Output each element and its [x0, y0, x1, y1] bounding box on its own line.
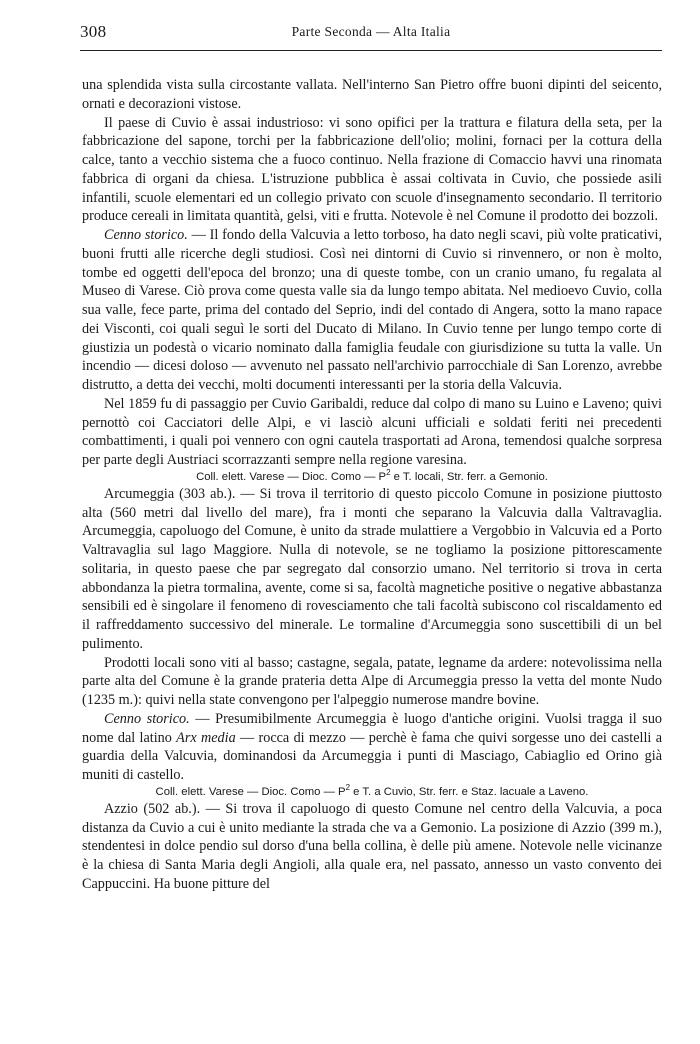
cuvio-industry-paragraph: Il paese di Cuvio è assai industrioso: vi sono opifici per la trattura e filatura della seta, per la fabbricazione del sapone, torchi per la fabbricazione dell'olio; molini, fornaci per la cottura della calce, tanto a vecchio sistema che a fuoco continuo. Nella frazione di Comaccio havvi una rinomata fabbrica di organi da chiesa. L'istruzione pubblica è assai coltivata in Cuvio, che possiede asili infantili, scuole elementari ed un collegio privato con scuole d'insegnamento secondario. Il territorio produce cereali in limitata quantità, gelsi, viti e frutta. Notevole è nel Comune il prodotto dei bozzoli.	[82, 114, 662, 225]
cuvio-1859-paragraph: Nel 1859 fu di passaggio per Cuvio Garibaldi, reduce dal colpo di mano su Luino e Laveno; quivi pernottò coi Cacciatori delle Alpi, e vi lasciò alcuni ufficiali e soldati feriti nei precedenti combattimenti, i quali poi vennero con ogni cautela trasportati ad Arona, temendosi qualche sorpresa per parte degli Austriaci scorrazzanti sempre nella regione varesina.	[82, 395, 662, 468]
cenno-storico-label: Cenno storico.	[104, 710, 190, 727]
body-text	[82, 76, 662, 894]
arcumeggia-history-text: — Presumibilmente Arcumeggia è luogo d'antiche origini. Vuolsi tragga il suo nome dal latino	[82, 710, 663, 746]
page-header	[80, 22, 662, 44]
admin-info-text: e T. a Cuvio, Str. ferr. e Staz. lacuale a Laveno.	[350, 785, 589, 798]
admin-info-text: e T. locali, Str. ferr. a Gemonio.	[390, 470, 548, 483]
cuvio-history-paragraph	[82, 226, 662, 395]
admin-info-text: Coll. elett. Varese — Dioc. Como — P	[196, 470, 387, 483]
latin-term: Arx media	[176, 729, 236, 746]
page-number: 308	[80, 22, 107, 41]
arcumeggia-intro-paragraph: Arcumeggia (303 ab.). — Si trova il territorio di questo piccolo Comune in posizione piuttosto alta (560 metri dal livello del mare), fra i monti che separano la Valcuvia dalla Valtravaglia. Arcumeggia, capoluogo del Comune, è unito da strade mulattiere a Vergobbio in Valcuvia ed a Porto Valtravaglia sul lago Maggiore. Nulla di notevole, se ne togliamo la posizione pittorescamente solitaria, in questo paese che par segregato dal consorzio umano. Nel territorio si trova in certa abbondanza la pietra tormalina, avente, come si sa, facoltà magnetiche positive o negative abbastanza sensibili ed è singolare il fenomeno di rovesciamento che tali facoltà subiscono col riscaldamento ed il raffreddamento successivo del minerale. Le tormaline d'Arcumeggia sono suscettibili di un bel pulimento.	[82, 485, 662, 652]
cuvio-history-text: — Il fondo della Valcuvia a letto torboso, ha dato negli scavi, più volte praticativi, buoni frutti alle ricerche degli studiosi. Così nei dintorni di Cuvio si rinvennero, or non è molto, tombe ed oggetti dell'epoca del bronzo; una di queste tombe, con un cranio umano, fu regalata al Museo di Varese. Ciò prova come questa valle sia da lungo tempo abitata. Nel medioevo Cuvio, colla sua valle, fece parte, prima del contado del Seprio, indi del contado di Angera, sotto la mano rapace dei Visconti, coi quali seguì le sorti del Ducato di Milano. In Cuvio tenne per lungo tempo corte di giustizia un podestà o vicario nominato dalla famiglia feudale con giurisdizione su tutta la valle. Un incendio — dicesi doloso — avvenuto nel passato nell'archivio parrocchiale di San Lorenzo, avrebbe distrutto, a detta dei vecchi, molti documenti interessanti per la storia della Valcuvia.	[82, 227, 663, 393]
arcumeggia-history-text: — rocca di mezzo — perchè è fama che quivi sorgesse uno dei castelli a guardia della Valcuvia, dominandosi da Arcumeggia i punti di Masciago, Cabiaglio ed Orino già muniti di castello.	[82, 729, 662, 783]
cenno-storico-label: Cenno storico.	[104, 227, 188, 243]
running-title: Parte Seconda — Alta Italia	[291, 24, 451, 39]
arcumeggia-products-paragraph: Prodotti locali sono viti al basso; castagne, segala, patate, legname da ardere: notevolissima nella parte alta del Comune è la grande prateria detta Alpe di Arcumeggia presso la vetta del monte Nudo (1235 m.): quivi nella state convengono per l'alpeggio numerose mandre bovine.	[82, 654, 662, 708]
arcumeggia-admin-info	[82, 782, 662, 800]
arcumeggia-history-paragraph	[82, 710, 662, 785]
admin-info-superscript: 2	[386, 467, 391, 477]
cuvio-intro-paragraph: una splendida vista sulla circostante vallata. Nell'interno San Pietro offre buoni dipinti del seicento, ornati e decorazioni vistose.	[82, 77, 662, 112]
admin-info-text: Coll. elett. Varese — Dioc. Como — P	[155, 785, 346, 798]
admin-info-superscript: 2	[345, 782, 351, 792]
cuvio-admin-info	[82, 467, 662, 485]
header-rule	[80, 50, 662, 51]
azzio-intro-paragraph: Azzio (502 ab.). — Si trova il capoluogo di questo Comune nel centro della Valcuvia, a poca distanza da Cuvio a cui è unito mediante la strada che va a Gemonio. La posizione di Azzio (399 m.), stendentesi in dolce pendio sul dorso d'una bella collina, è delle più amene. Notevole nelle vicinanze è la chiesa di Santa Maria degli Angioli, alla quale era, nel passato, annesso un vasto convento dei Cappuccini. Ha buone pitture del	[82, 800, 662, 892]
